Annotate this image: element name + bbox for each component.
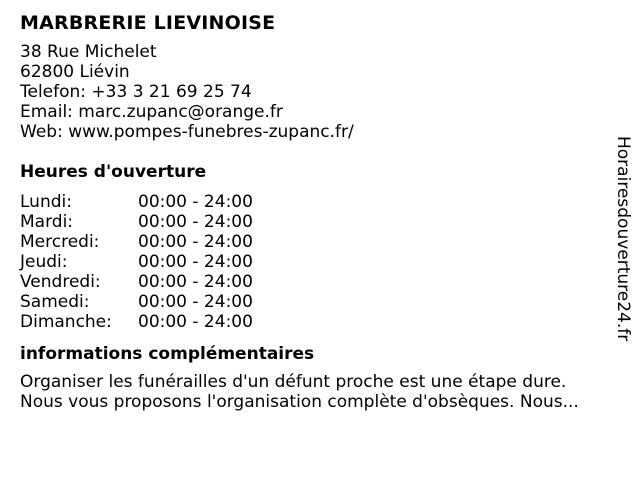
site-watermark: Horairesdouverture24.fr: [613, 136, 633, 342]
day-label: Lundi:: [20, 192, 72, 212]
additional-info-heading: informations complémentaires: [20, 344, 315, 364]
hours-row-thursday: [20, 252, 600, 272]
day-label: Vendredi:: [20, 272, 101, 292]
day-label: Mardi:: [20, 212, 74, 232]
address-city: 62800 Liévin: [20, 62, 130, 82]
info-line-2: Nous vous proposons l'organisation complète d'obsèques. Nous...: [20, 392, 579, 412]
day-label: Samedi:: [20, 292, 90, 312]
time-value: 00:00 - 24:00: [138, 192, 253, 212]
contact-block: [20, 42, 600, 142]
opening-hours-table: [20, 192, 600, 332]
address-street: 38 Rue Michelet: [20, 42, 157, 62]
time-value: 00:00 - 24:00: [138, 232, 253, 252]
email-text: Email: marc.zupanc@orange.fr: [20, 102, 283, 122]
hours-row-wednesday: [20, 232, 600, 252]
day-label: Dimanche:: [20, 312, 112, 332]
hours-row-friday: [20, 272, 600, 292]
hours-row-monday: [20, 192, 600, 212]
opening-hours-heading: Heures d'ouverture: [20, 162, 207, 182]
day-label: Mercredi:: [20, 232, 100, 252]
time-value: 00:00 - 24:00: [138, 252, 253, 272]
time-value: 00:00 - 24:00: [138, 212, 253, 232]
day-label: Jeudi:: [20, 252, 68, 272]
business-name: MARBRERIE LIEVINOISE: [20, 12, 276, 34]
business-card: [20, 10, 600, 412]
time-value: 00:00 - 24:00: [138, 312, 253, 332]
hours-row-saturday: [20, 292, 600, 312]
time-value: 00:00 - 24:00: [138, 272, 253, 292]
hours-row-tuesday: [20, 212, 600, 232]
phone-text: Telefon: +33 3 21 69 25 74: [20, 82, 252, 102]
time-value: 00:00 - 24:00: [138, 292, 253, 312]
hours-row-sunday: [20, 312, 600, 332]
info-line-1: Organiser les funérailles d'un défunt proche est une étape dure.: [20, 372, 567, 392]
additional-info-text: [20, 372, 600, 412]
website-text: Web: www.pompes-funebres-zupanc.fr/: [20, 122, 354, 142]
